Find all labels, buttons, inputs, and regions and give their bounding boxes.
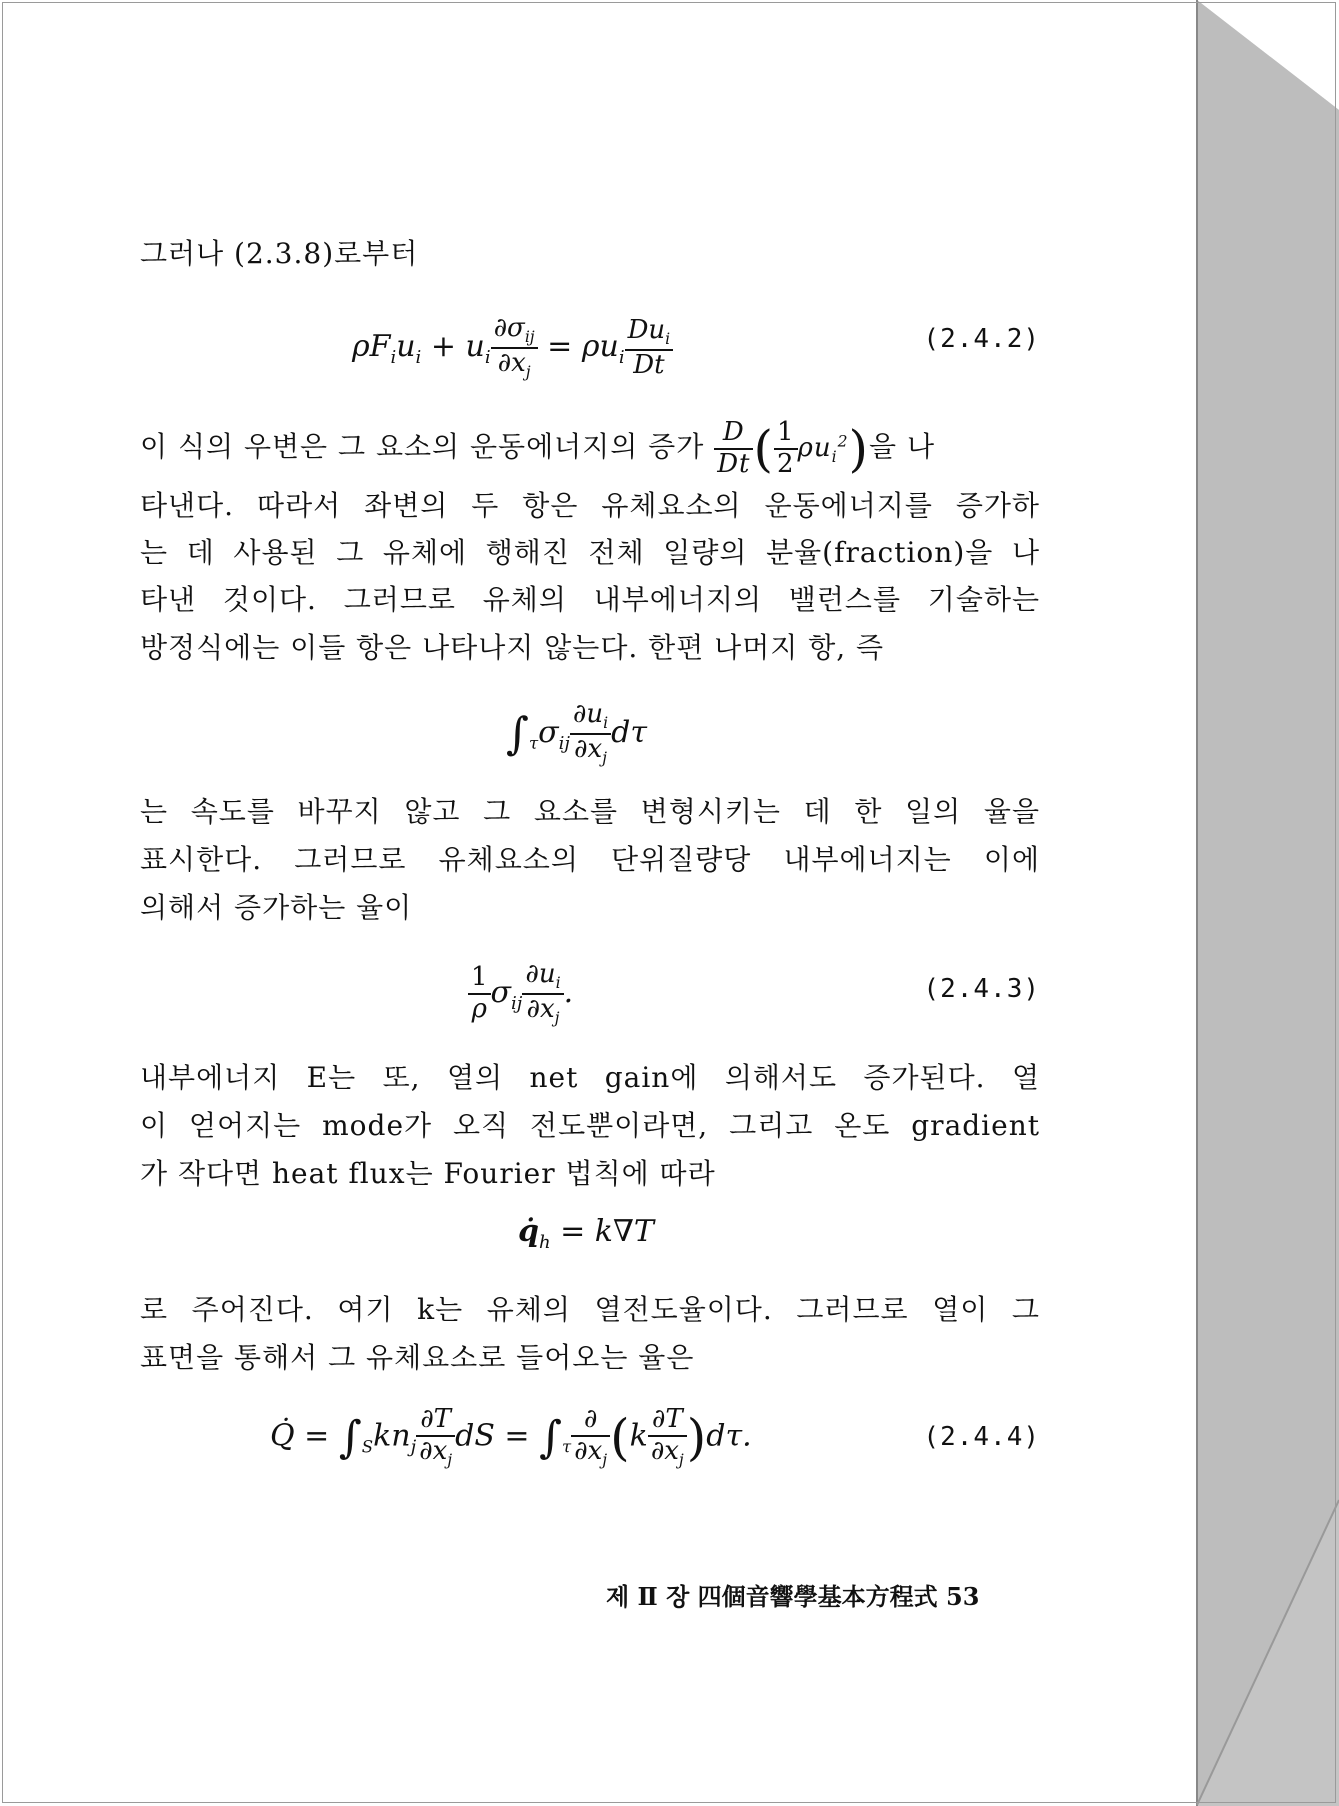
fourier-law-equation: $q̇_h = k\nabla T$: [518, 1214, 654, 1253]
kinetic-energy-inline-formula: $\frac{D}{Dt}$ ( $\frac{1}{2}$ $\rho u_i^2$): [714, 433, 869, 463]
text-line-14: 표면을 통해서 그 유체요소로 들어오는 율은: [140, 1341, 695, 1374]
text-line-13: 로 주어진다. 여기 k는 유체의 열전도율이다. 그러므로 열이 그: [140, 1293, 1040, 1326]
text-line-7: 는 속도를 바꾸지 않고 그 요소를 변형시키는 데 한 일의 율을: [140, 795, 1040, 828]
equation-2-4-2: $\rho F_iu_i + u_i$ $\frac{\partial\sigma_{ij}}{\partial x_j}$ = $\rho u_i$ $\frac{Du_i}{Dt}$: [352, 314, 673, 382]
equation-2-4-4: Q̇ = $\int_Skn_j$ $\frac{\partial T}{\partial x_j}$ dS = $\int_\tau$ $\frac{\partial}{\partial x_j}$ (k $\frac{\partial T}{\partial x_j}$ )dτ.: [270, 1404, 752, 1470]
text-line-6: 방정식에는 이들 항은 나타나지 않는다. 한편 나머지 항, 즉: [140, 631, 885, 664]
text-line-12: 가 작다면 heat flux는 Fourier 법칙에 따라: [140, 1157, 716, 1190]
text-line-4: 는 데 사용된 그 유체에 행해진 전체 일량의 분율(fraction)을 나: [140, 536, 1040, 569]
text-line-2: [140, 418, 935, 480]
text-line-10: 내부에너지 E는 또, 열의 net gain에 의해서도 증가된다. 열: [140, 1061, 1040, 1094]
text-line-9: 의해서 증가하는 율이: [140, 891, 413, 924]
equation-number-2-4-3: (2.4.3): [923, 974, 1040, 1004]
text-line-2-end: 을 나: [869, 429, 936, 463]
equation-number-2-4-2: (2.4.2): [923, 324, 1040, 354]
page-footer: 제 Ⅱ 장 四個音響學基本方程式 53: [606, 1582, 980, 1611]
equation-number-2-4-4: (2.4.4): [923, 1422, 1040, 1452]
text-line-8: 표시한다. 그러므로 유체요소의 단위질량당 내부에너지는 이에: [140, 843, 1040, 876]
text-line-2-start: 이 식의 우변은 그 요소의 운동에너지의 증가: [140, 429, 705, 463]
text-line-11: 이 얻어지는 mode가 오직 전도뿐이라면, 그리고 온도 gradient: [140, 1109, 1040, 1142]
text-line-1: 그러나 (2.3.8)로부터: [140, 237, 419, 270]
text-line-5: 타낸 것이다. 그러므로 유체의 내부에너지의 밸런스를 기술하는: [140, 583, 1040, 616]
integral-sigma-du-dx: $\int_\tau\sigma_{ij}$ $\frac{\partial u_i}{\partial x_j}$ dτ: [506, 699, 647, 768]
equation-2-4-3: $\frac{1}{\rho}$ $\sigma_{ij}$ $\frac{\partial u_i}{\partial x_j}$ .: [468, 960, 573, 1028]
text-line-3: 타낸다. 따라서 좌변의 두 항은 유체요소의 운동에너지를 증가하: [140, 489, 1040, 522]
